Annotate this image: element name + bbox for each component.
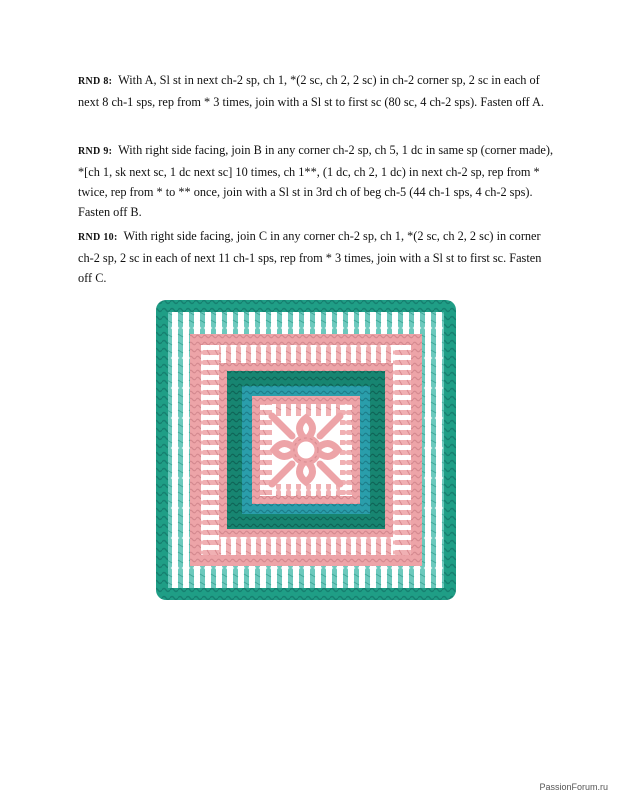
round-10-label: RND 10: (78, 232, 118, 243)
round-9-instruction (78, 140, 556, 222)
round-10-text: With right side facing, join C in any corner ch-2 sp, ch 1, *(2 sc, ch 2, 2 sc) in corner ch-2 sp, 2 sc in each of next 11 ch-1 sps, rep from * 3 times, join with a Sl st to first sc. Fasten off C. (78, 229, 542, 285)
round-8-text: With A, Sl st in next ch-2 sp, ch 1, *(2 sc, ch 2, 2 sc) in ch-2 corner sp, 2 sc in each of next 8 ch-1 sps, rep from * 3 times, join with a Sl st to first sc (80 sc, 4 ch-2 sps). Fasten off A. (78, 73, 544, 109)
crochet-square-photo (154, 298, 458, 602)
round-10-instruction (78, 226, 556, 288)
watermark: PassionForum.ru (539, 782, 608, 792)
round-9-text: With right side facing, join B in any corner ch-2 sp, ch 5, 1 dc in same sp (corner made), *[ch 1, sk next sc, 1 dc next sc] 10 times, ch 1**, (1 dc, ch 2, 1 dc) in next ch-2 sp, rep from * twice, rep from * to ** once, join with a Sl st in 3rd ch of beg ch-5 (44 ch-1 sps, 4 ch-2 sps). Fasten off B. (78, 143, 554, 219)
round-8-label: RND 8: (78, 76, 113, 87)
round-9-label: RND 9: (78, 146, 113, 157)
round-8-instruction (78, 70, 556, 112)
